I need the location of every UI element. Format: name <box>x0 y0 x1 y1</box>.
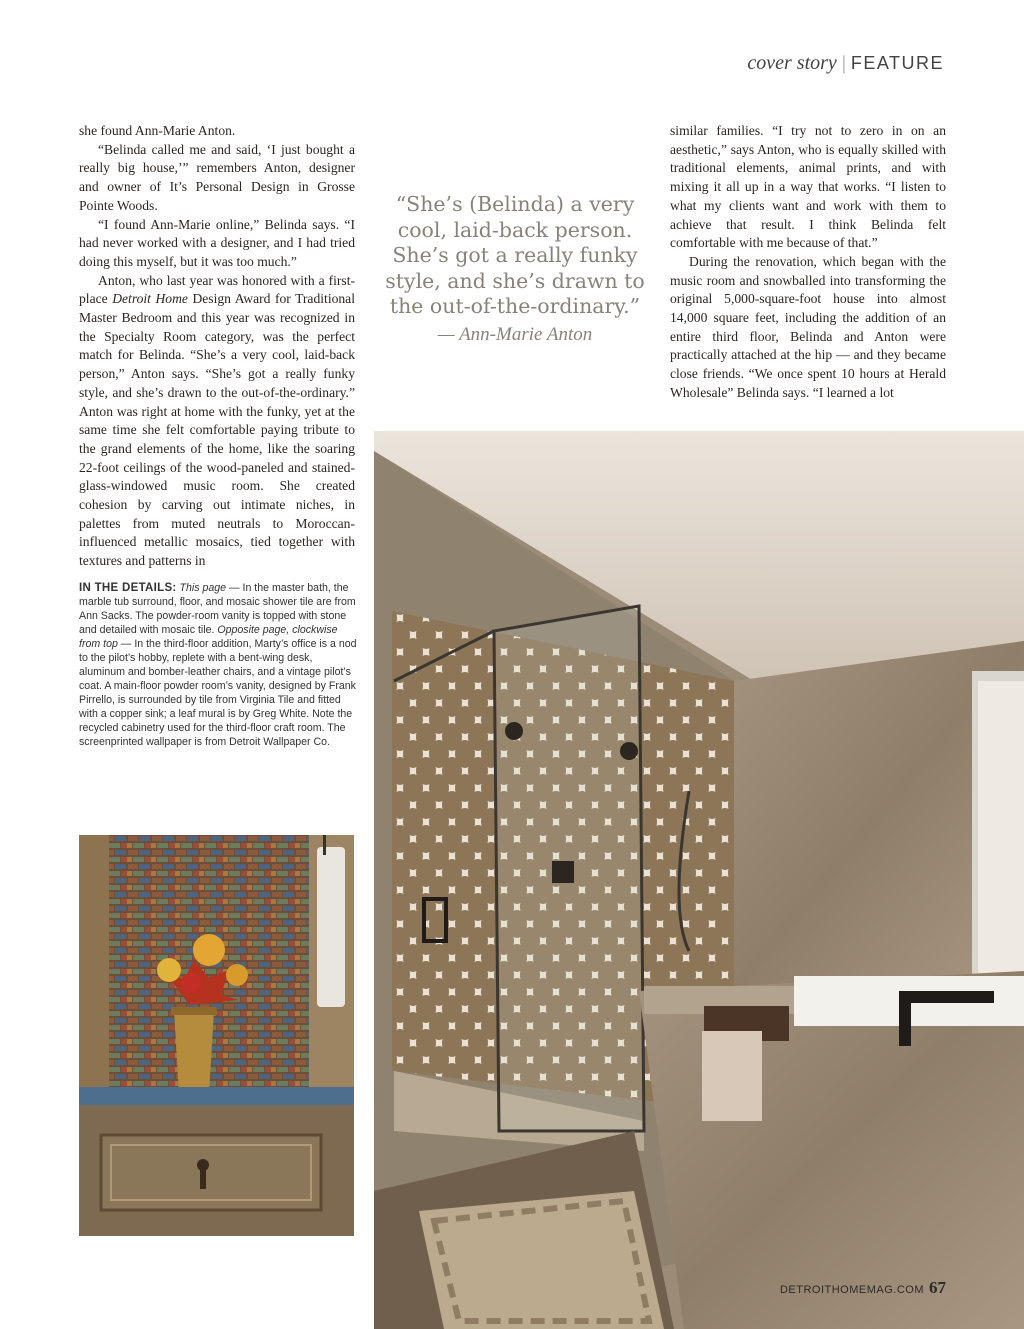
pull-quote <box>383 192 647 347</box>
caption-cite: Opposite page, clockwise from top <box>79 624 338 650</box>
page-number: 67 <box>929 1278 946 1297</box>
left-body-column <box>79 122 355 570</box>
paragraph-text: Design Award for Traditional Master Bedroom and this year was recognized in the Specialty Room category, was the perfect match for Belinda. “She’s a very cool, laid-back person,” Anton says. “She’s got a really funky style, and she’s drawn to the out-of-the-ordinary.” Anton was right at home with the funky, yet at the same time she felt comfortable paying tribute to the grand elements of the home, like the soaring 22-foot ceilings of the wood-paneled and stained-glass-windowed music room. She created cohesion by carving out intimate niches, in palettes from muted neutrals to Moroccan-influenced metallic mosaics, tied together with textures and patterns in <box>79 291 355 569</box>
running-header <box>747 52 944 75</box>
pull-quote-text: “She’s (Belinda) a very cool, laid-back person. She’s got a really funky style, and she’s drawn to the out-of-the-ordinary.” <box>385 192 645 318</box>
caption-cite: This page <box>179 582 227 594</box>
paragraph: similar families. “I try not to zero in on an aesthetic,” says Anton, who is equally skilled with traditional elements, animal prints, and with mixing it all up in a way that works. “I listen to what my clients want and work with them to achieve that result. I think Belinda felt comfortable with me because of that.” <box>670 123 946 251</box>
caption-lead: IN THE DETAILS: <box>79 582 177 594</box>
caption-text: — In the master bath, the marble tub surround, floor, and mosaic shower tile are from Ann Sacks. The powder-room vanity is topped with stone and detailed with mosaic tile. <box>79 582 356 636</box>
paragraph <box>79 272 355 570</box>
paragraph: “Belinda called me and said, ‘I just bought a really big house,’” remembers Anton, designer and owner of It’s Personal Design in Grosse Pointe Woods. <box>79 141 355 213</box>
header-separator: | <box>841 52 846 74</box>
powder-room-illustration <box>79 835 354 1236</box>
pull-quote-attribution: — Ann-Marie Anton <box>437 323 593 345</box>
feature-label: FEATURE <box>850 53 944 73</box>
photo-caption <box>79 581 357 749</box>
paragraph: she found Ann-Marie Anton. <box>79 123 236 138</box>
magazine-name: Detroit Home <box>112 291 188 307</box>
master-bath-photo <box>374 431 1024 1329</box>
website-url: DETROITHOMEMAG.COM <box>779 1284 924 1296</box>
caption-text: — In the third-floor addition, Marty’s office is a nod to the pilot’s hobby, replete with a bent-wing desk, aluminum and bomber-leather chairs, and a vintage pilot’s coat. A main-floor powder room’s vanity, designed by Frank Pirrello, is surrounded by tile from Virginia Tile and fitted with a copper sink; a leaf mural is by Greg White. Note the recycled cabinetry used for the third-floor craft room. The screenprinted wallpaper is from Detroit Wallpaper Co. <box>79 638 357 748</box>
master-bath-illustration <box>374 431 1024 1329</box>
right-body-column <box>670 122 946 404</box>
section-label: cover story <box>747 52 837 74</box>
paragraph-text: Anton, who last year was honored with a first-place <box>79 272 355 307</box>
paragraph: “I found Ann-Marie online,” Belinda says. “I had never worked with a designer, and I had tried doing this myself, but it was too much.” <box>79 216 355 269</box>
page-footer <box>780 1278 946 1298</box>
paragraph: During the renovation, which began with the music room and snowballed into transforming the original 5,000-square-foot house into almost 14,000 square feet, including the addition of an entire third floor, Belinda and Anton were practically attached at the hip — and they became close friends. “We once spent 10 hours at Herald Wholesale” Belinda says. “I learned a lot <box>670 253 946 400</box>
powder-room-photo <box>79 835 354 1236</box>
